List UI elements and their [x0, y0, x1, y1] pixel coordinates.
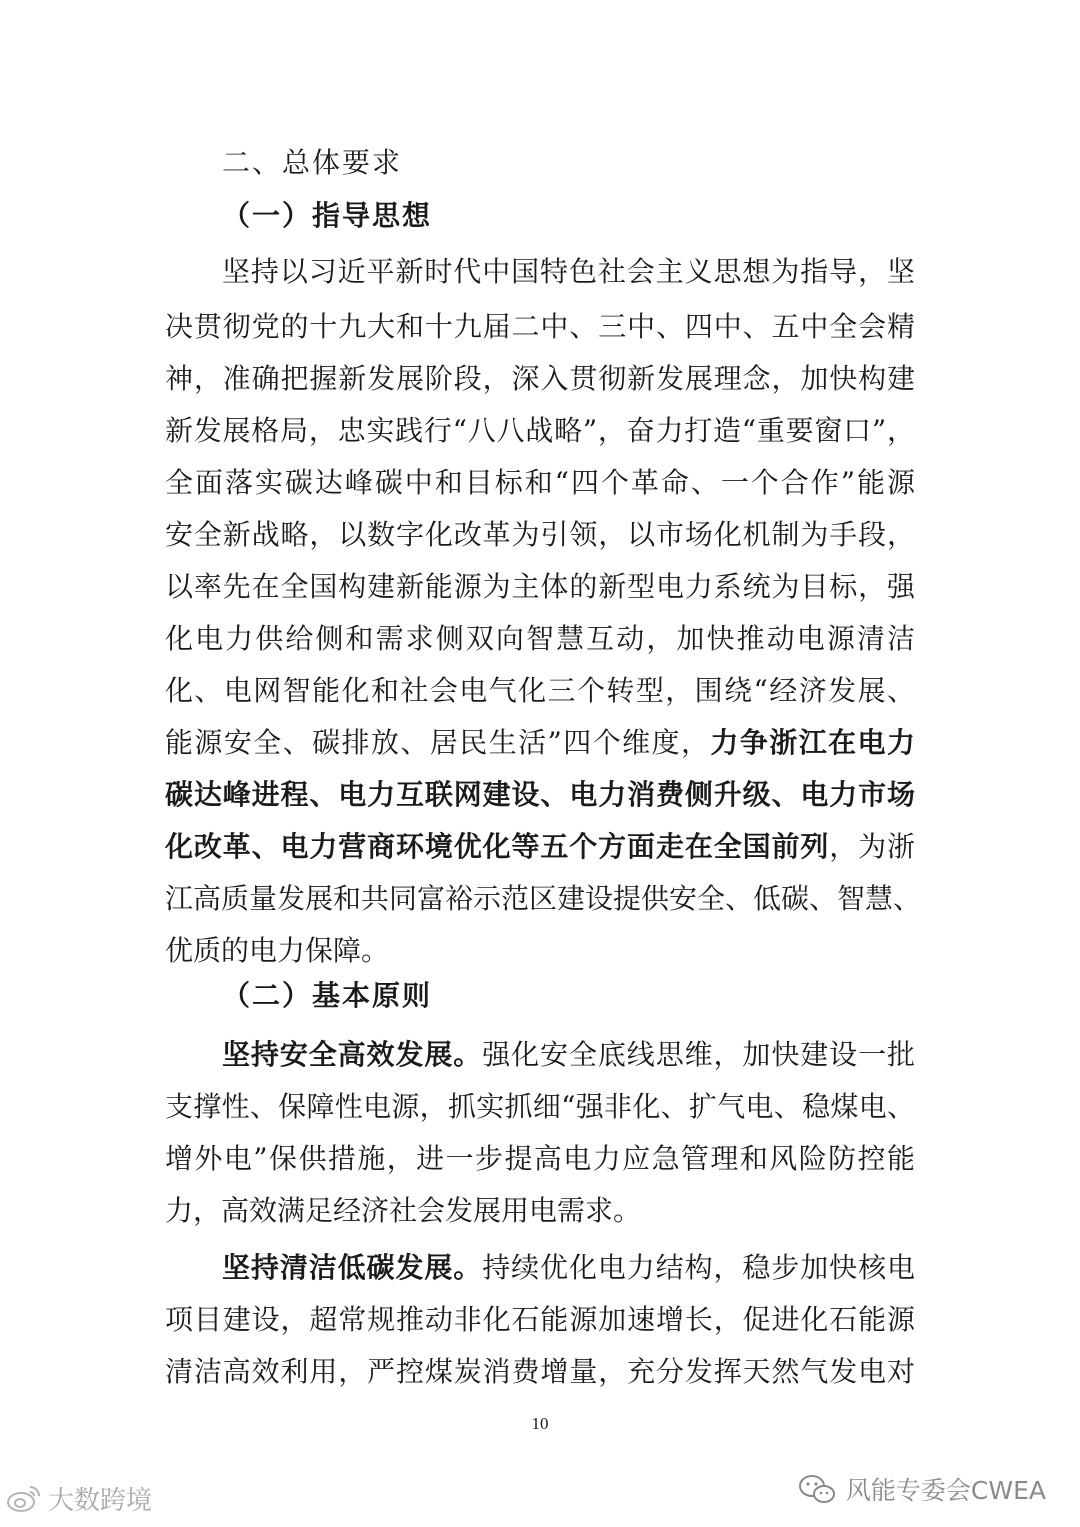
paragraph-text: 强化安全底线思维，加快建设一批	[482, 1038, 915, 1071]
principle-title: 坚持安全高效发展。	[222, 1038, 483, 1071]
section-heading: 二、总体要求	[222, 146, 403, 179]
paragraph-line-mixed	[222, 1248, 915, 1288]
paragraph-line: 安全新战略，以数字化改革为引领，以市场化机制为手段，	[165, 518, 915, 551]
paragraph-line: 项目建设，超常规推动非化石能源加速增长，促进化石能源	[165, 1303, 915, 1336]
paragraph-line: 以率先在全国构建新能源为主体的新型电力系统为目标，强	[165, 570, 915, 603]
paragraph-line-mixed	[165, 723, 915, 763]
emphasis-line: 碳达峰进程、电力互联网建设、电力消费侧升级、电力市场	[165, 778, 915, 811]
paragraph-line: 全面落实碳达峰碳中和目标和“四个革命、一个合作”能源	[165, 466, 915, 499]
paragraph-line: 化、电网智能化和社会电气化三个转型，围绕“经济发展、	[165, 674, 915, 707]
watermark-left-text: 大数跨境	[48, 1485, 153, 1516]
paragraph-line: 决贯彻党的十九大和十九届二中、三中、四中、五中全会精	[165, 310, 915, 343]
paragraph-line: 江高质量发展和共同富裕示范区建设提供安全、低碳、智慧、	[165, 882, 922, 915]
paragraph-text: ，为浙	[829, 830, 915, 863]
page-number: 10	[531, 1414, 549, 1433]
paragraph-line: 神，准确把握新发展阶段，深入贯彻新发展理念，加快构建	[165, 362, 915, 395]
sub-heading-basic-principles: （二）基本原则	[222, 979, 433, 1012]
paragraph-line: 力，高效满足经济社会发展用电需求。	[165, 1194, 642, 1227]
paragraph-line: 优质的电力保障。	[165, 934, 390, 967]
watermark-right-text: 风能专委会CWEA	[845, 1476, 1046, 1505]
paragraph-line: 坚持以习近平新时代中国特色社会主义思想为指导，坚	[222, 255, 915, 288]
sub-heading-guiding-ideology: （一）指导思想	[222, 199, 433, 232]
paragraph-line: 支撑性、保障性电源，抓实抓细“强非化、扩气电、稳煤电、	[165, 1090, 915, 1123]
paragraph-line: 化电力供给侧和需求侧双向智慧互动，加快推动电源清洁	[165, 622, 915, 655]
paragraph-line-mixed	[222, 1035, 915, 1075]
weibo-logo-icon	[6, 1483, 42, 1513]
wechat-icon	[798, 1473, 836, 1505]
paragraph-line: 增外电”保供措施，进一步提高电力应急管理和风险防控能	[165, 1142, 915, 1175]
watermark-right	[798, 1472, 1046, 1506]
principle-title: 坚持清洁低碳发展。	[222, 1251, 483, 1284]
paragraph-line: 新发展格局，忠实践行“八八战略”，奋力打造“重要窗口”，	[165, 414, 915, 447]
paragraph-line: 清洁高效利用，严控煤炭消费增量，充分发挥天然气发电对	[165, 1355, 915, 1388]
emphasis-text: 力争浙江在电力	[710, 726, 915, 759]
emphasis-text: 化改革、电力营商环境优化等五个方面走在全国前列	[165, 830, 830, 863]
paragraph-line-mixed	[165, 827, 915, 867]
paragraph-text: 能源安全、碳排放、居民生活”四个维度，	[165, 726, 711, 759]
watermark-left	[6, 1480, 152, 1516]
paragraph-text: 持续优化电力结构，稳步加快核电	[482, 1251, 915, 1284]
